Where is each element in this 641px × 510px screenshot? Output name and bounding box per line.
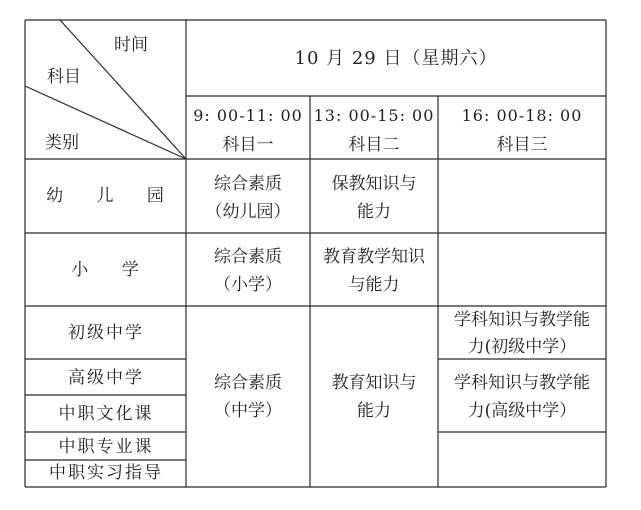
- corner-time-label: 时间: [114, 35, 148, 55]
- cell-middle-s1-line2: （中学）: [214, 401, 282, 421]
- cell-kindergarten-s1-line1: 综合素质: [214, 174, 282, 194]
- category-junior-middle: 初级中学: [68, 323, 144, 343]
- category-vocational-major: 中职专业课: [58, 437, 154, 457]
- cell-kindergarten-s2-line2: 能力: [357, 202, 391, 222]
- cell-senior-s3-line1: 学科知识与教学能: [454, 373, 590, 393]
- session-2-time: 13: 00-15: 00: [313, 106, 435, 125]
- corner-subject-label: 科目: [47, 67, 81, 87]
- category-vocational-culture: 中职文化课: [58, 404, 154, 424]
- cell-primary-s2-line1: 教育教学知识: [323, 247, 425, 267]
- session-3-subject: 科目三: [496, 135, 548, 155]
- corner-category-label: 类别: [45, 133, 79, 153]
- session-1-time: 9: 00-11: 00: [193, 106, 303, 125]
- cell-primary-s2-line2: 与能力: [348, 275, 400, 295]
- cell-middle-s1-line1: 综合素质: [214, 373, 282, 393]
- category-senior-middle: 高级中学: [68, 368, 144, 388]
- cell-middle-s2-line2: 能力: [357, 401, 391, 421]
- cell-primary-s1-line1: 综合素质: [214, 247, 282, 267]
- category-primary: 小 学: [71, 260, 153, 280]
- category-vocational-intern: 中职实习指导: [49, 463, 163, 483]
- category-kindergarten: 幼 儿 园: [46, 186, 178, 206]
- cell-primary-s1-line2: （小学）: [214, 275, 282, 295]
- cell-middle-s2-line1: 教育知识与: [331, 373, 417, 393]
- session-1-subject: 科目一: [222, 135, 274, 155]
- cell-junior-s3-line1: 学科知识与教学能: [454, 310, 590, 330]
- session-2-subject: 科目二: [348, 135, 400, 155]
- cell-kindergarten-s1-line2: （幼儿园）: [205, 202, 291, 222]
- exam-date: 10 月 29 日（星期六）: [294, 48, 498, 69]
- cell-senior-s3-line2: 力(高级中学）: [467, 401, 577, 421]
- session-3-time: 16: 00-18: 00: [461, 106, 583, 125]
- cell-junior-s3-line2: 力(初级中学）: [467, 337, 577, 357]
- cell-kindergarten-s2-line1: 保教知识与: [331, 174, 417, 194]
